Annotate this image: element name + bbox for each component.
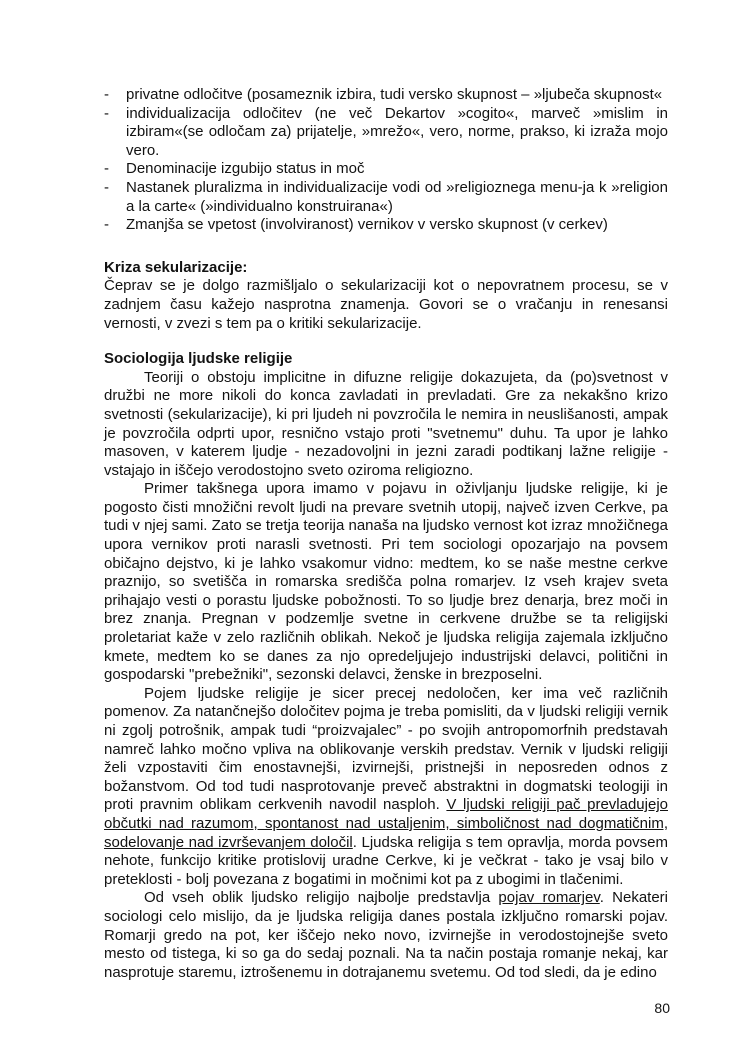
list-item [104, 160, 668, 179]
paragraph-pojem-ljudske-religije [104, 685, 668, 890]
bullet-list [104, 86, 668, 235]
section-heading-sociologija-ljudske-religije: Sociologija ljudske religije [104, 350, 293, 368]
bullet-dash: - [104, 104, 109, 122]
bullet-dash: - [104, 178, 109, 196]
bullet-dash: - [104, 216, 109, 234]
text-block [104, 86, 668, 982]
list-item [104, 86, 668, 105]
paragraph-primer-upora: Primer takšnega upora imamo v pojavu in oživljanju ljudske religije, ki je pogosto čisti množični revolt ljudi na prevare svetnih utopij, največ izven Cerkve, pa tudi v njej sami. Zato se tretja teorija nanaša na ljudsko vernost kot izraz množičnega upora vernikov proti narasli svetnosti. Pri tem sociologi opozarjajo na povsem običajno dejstvo, ki je lahko vsakomur vidno: medtem, ko se naše mestne cerkve praznijo, so svetišča in romarska središča polna romarjev. Iz vseh krajev sveta prihajajo vesti o porastu ljudske pobožnosti. To so ljudje brez denarja, brez moči in brez znanja. Pregnan v podzemlje svetne in cerkvene družbe se ta religijski proletariat kaže v zelo različnih oblikah. Nekoč je ljudska religija zajemala izključno kmete, medtem ko se danes za njo opredeljujejo industrijski delavci, politični in gospodarski "prebežniki", sezonski delavci, ženske in brezposelni. [104, 480, 668, 684]
bullet-text: Zmanjša se vpetost (involviranost) vernikov v versko skupnost (v cerkev) [126, 216, 608, 234]
paragraph-teoriji: Teoriji o obstoju implicitne in difuzne religije dokazujeta, da (po)svetnost v družbi ne more nikoli do konca zavladati in prevladati. Gre za nekakšno krizo svetnosti (sekularizacije), ki pri ljudeh ni povzročila le nemira in neuslišanosti, ampak je povzročila odprti upor, resnično vstajo proti "svetnemu" duhu. Ta upor je lahko masoven, v katerem ljudje - nezadovoljni in jezni zaradi podtikanj lažne religije - vstajajo in iščejo verodostojno sveto oziroma religiozno. [104, 368, 668, 479]
underlined-passage: pojav romarjev [498, 889, 600, 907]
list-item [104, 216, 668, 235]
bullet-text: Nastanek pluralizma in individualizacije vodi od »religioznega menu-ja k »religion a la carte« (»individualno konstruirana«) [126, 178, 668, 215]
bullet-text: privatne odločitve (posameznik izbira, tudi versko skupnost – »ljubeča skupnost« [126, 86, 663, 103]
paragraph-run: . Nekateri sociologi celo mislijo, da je ljudska religija danes postala izključno romarski pojav. Romarji gredo na pot, ker iščejo neko novo, izvirnejše in verodostojnejše sveto mesto od tistega, ki so ga do sedaj poznali. Na ta način postaja romanje nekaj, kar nasprotuje staremu, iztrošenemu in dotrajanemu svetemu. Od tod sledi, da je edino [104, 889, 668, 981]
bullet-dash: - [104, 160, 109, 178]
underlined-passage: V ljudski religiji pač prevladujejo občutki nad razumom, spontanost nad ustaljenim, simboličnost nad dogmatičnim, sodelovanje nad izvrševanjem določil [104, 796, 668, 851]
section-heading-kriza-sekularizacije: Kriza sekularizacije: [104, 258, 248, 276]
page-number: 80 [654, 1000, 670, 1016]
paragraph-run: Pojem ljudske religije je sicer precej nedoločen, ker ima več različnih pomenov. Za natančnejšo določitev pojma je treba pomisliti, da v ljudski religiji vernik ni zgolj potrošnik, ampak tudi “proizvajalec” - po svojih antropomorfnih predstavah namreč lahko močno vpliva na oblikovanje verskih predstav. Vernik v ljudski religiji želi vzpostaviti čim enostavnejši, izvirnejši, pristnejši in neposreden odnos z božanstvom. Od tod tudi nasprotovanje preveč abstraktni in dogmatski teologiji in proti pravnim oblikam cerkvenih navodil nasploh. [104, 684, 668, 814]
paragraph-run: . Ljudska religija s tem opravlja, morda povsem nehote, funkcijo kritike protislovij uradne Cerkve, ki je večkrat - tako je vsaj bilo v preteklosti - bolj povezana z bogatimi in močnimi kot pa z ubogimi in tlačenimi. [104, 833, 669, 888]
paragraph-pojav-romarjev [104, 889, 668, 982]
bullet-text: individualizacija odločitev (ne več Dekartov »cogito«, marveč »mislim in izbiram«(se odločam za) prijatelje, »mrežo«, vero, norme, prakso, ki izraža mojo vero. [126, 104, 668, 159]
spacer [104, 333, 668, 350]
paragraph-kriza: Čeprav se je dolgo razmišljalo o sekularizaciji kot o nepovratnem procesu, se v zadnjem času kažejo nasprotna znamenja. Govori se o vračanju in renesansi vernosti, v zvezi s tem pa o kritiki sekularizacije. [104, 277, 668, 332]
bullet-text: Denominacije izgubijo status in moč [126, 160, 365, 178]
bullet-dash: - [104, 86, 109, 103]
spacer [104, 235, 668, 259]
list-item [104, 179, 668, 216]
paragraph-run: Od vseh oblik ljudsko religijo najbolje predstavlja [144, 889, 499, 907]
list-item [104, 105, 668, 161]
